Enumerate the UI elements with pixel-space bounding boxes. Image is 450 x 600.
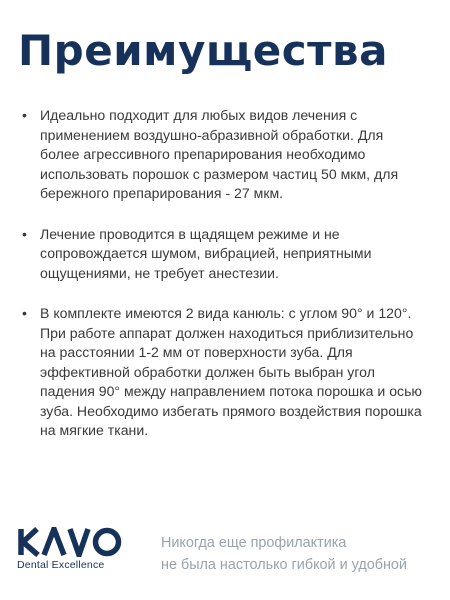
kavo-logo-mark (17, 527, 125, 557)
benefit-text-1: Идеально подходит для любых видов лечения с применением воздушно-абразивной обработки. Для более агрессивного препарирования необходимо использовать порошок с размером частиц 50 мкм, для бережного препарирования - 27 мкм. (40, 107, 399, 201)
benefit-item-1 (20, 106, 425, 204)
tagline (161, 532, 407, 576)
benefit-item-3 (20, 304, 425, 441)
bullet-icon: • (22, 305, 27, 321)
tagline-line-1: Никогда еще профилактика (161, 535, 347, 551)
tagline-line-2: не была настолько гибкой и удобной (161, 557, 407, 573)
logo-caption: Dental Excellence (17, 559, 105, 571)
benefit-item-2 (20, 225, 425, 284)
benefit-text-3: В комплекте имеются 2 вида канюль: с углом 90° и 120°. При работе аппарат должен находиться приблизительно на расстоянии 1-2 мм от поверхности зуба. Для эффективной обработки должен быть выбран угол падения 90° между направлением потока порошка и осью зуба. Необходимо избегать прямого воздействия порошка на мягкие ткани. (40, 305, 422, 438)
kavo-logo (17, 527, 125, 571)
benefit-text-2: Лечение проводится в щадящем режиме и не сопровождается шумом, вибрацией, неприятными ощущениями, не требует анестезии. (40, 225, 372, 281)
benefits-list (20, 106, 425, 462)
bullet-icon: • (22, 107, 27, 123)
bullet-icon: • (22, 225, 27, 242)
page-title: Преимущества (18, 26, 388, 75)
